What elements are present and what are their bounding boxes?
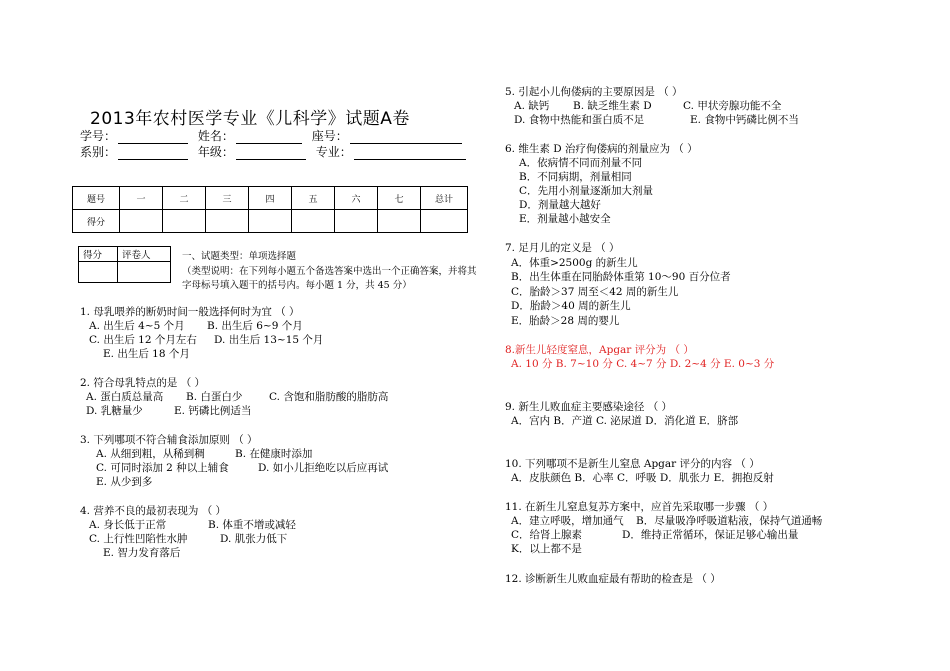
q6-option: A．依病情不同而剂量不同 [519, 157, 643, 169]
q8-options: A. 10 分 B. 7~10 分 C. 4~7 分 D. 2~4 分 E. 0~3 分 [511, 358, 775, 370]
q1-option-e: E. 出生后 18 个月 [103, 348, 190, 360]
q4-option-a: A. 身长低于正常 [89, 519, 167, 531]
score-cell[interactable] [163, 210, 206, 233]
question-6-stem: 6. 维生素 D 治疗佝偻病的剂量应为 （ ） [505, 143, 698, 155]
q1-option-a: A. 出生后 4~5 个月 [89, 320, 185, 332]
grade-label: 年级： [197, 145, 234, 159]
q3-option-e: E. 从少到多 [96, 476, 153, 488]
q11-option-b: B．尽量吸净呼吸道粘液，保持气道通畅 [636, 515, 823, 527]
grade-field[interactable] [236, 147, 306, 160]
header-fields-row-2 [80, 143, 472, 160]
q3-option-a: A. 从细到粗，从稀到稠 [96, 448, 205, 460]
score-row-label: 得分 [73, 210, 120, 233]
department-field[interactable] [118, 147, 188, 160]
page-title: 2013年农村医学专业《儿科学》试题A卷 [90, 109, 410, 129]
q1-option-c: C. 出生后 12 个月左右 [89, 334, 197, 346]
score-cell[interactable] [378, 210, 421, 233]
score-cell[interactable] [292, 210, 335, 233]
section-heading: 一、试题类型：单项选择题 [182, 251, 297, 262]
grader-name-cell[interactable] [118, 262, 171, 283]
score-header-cell: 七 [378, 187, 421, 210]
score-header-cell: 五 [292, 187, 335, 210]
question-2-stem: 2. 符合母乳特点的是 （ ） [80, 377, 206, 389]
q5-option-b: B. 缺乏维生素 D [573, 100, 652, 112]
q3-option-b: B. 在健康时添加 [235, 448, 313, 460]
grader-score-cell[interactable] [79, 262, 118, 283]
score-header-cell: 六 [335, 187, 378, 210]
score-cell[interactable] [421, 210, 468, 233]
question-5-stem: 5. 引起小儿佝偻病的主要原因是 （ ） [505, 86, 683, 98]
score-cell[interactable] [249, 210, 292, 233]
grader-score-label: 得分 [79, 247, 118, 262]
q4-option-c: C. 上行性凹陷性水肿 [89, 533, 188, 545]
q4-option-d: D. 肌张力低下 [220, 533, 288, 545]
question-1-stem: 1. 母乳喂养的断奶时间一般选择何时为宜 （ ） [80, 306, 300, 318]
score-header-cell: 总计 [421, 187, 468, 210]
score-header-cell: 题号 [73, 187, 120, 210]
student-id-label: 学号： [80, 129, 117, 143]
q5-option-d: D. 食物中热能和蛋白质不足 [514, 114, 645, 126]
q7-option: A．体重>2500g 的新生儿 [511, 257, 638, 269]
header-fields-row-1 [80, 127, 468, 144]
question-12-stem: 12. 诊断新生儿败血症最有帮助的检查是 （ ） [505, 573, 721, 585]
q1-option-d: D. 出生后 13~15 个月 [214, 334, 324, 346]
q7-option: C．胎龄＞37 周至＜42 周的新生儿 [511, 286, 679, 298]
major-label: 专业： [315, 145, 352, 159]
score-header-cell: 一 [120, 187, 163, 210]
q2-option-b: B. 白蛋白少 [186, 391, 243, 403]
question-7-stem: 7. 足月儿的定义是 （ ） [505, 242, 620, 254]
question-4-stem: 4. 营养不良的最初表现为 （ ） [80, 505, 227, 517]
q9-options: A．宫内 B．产道 C. 泌尿道 D．消化道 E．脐部 [511, 415, 739, 427]
question-11-stem: 11. 在新生儿窒息复苏方案中，应首先采取哪一步骤 （ ） [505, 501, 774, 513]
q3-option-c: C. 可同时添加 2 种以上辅食 [96, 462, 229, 474]
q6-option: C．先用小剂量逐渐加大剂量 [519, 185, 654, 197]
q7-option: B．出生体重在同胎龄体重第 10～90 百分位者 [511, 271, 731, 283]
score-cell[interactable] [120, 210, 163, 233]
q2-option-e: E. 钙磷比例适当 [174, 405, 252, 417]
grader-label: 评卷人 [118, 247, 171, 262]
q2-option-a: A. 蛋白质总量高 [86, 391, 164, 403]
name-label: 姓名： [197, 129, 234, 143]
grader-table [78, 246, 171, 283]
q11-option-d: D．维持正常循环，保证足够心输出量 [622, 529, 799, 541]
q4-option-e: E. 智力发育落后 [103, 547, 181, 559]
q6-option: B．不同病期，剂量相同 [519, 171, 632, 183]
q4-option-b: B. 体重不增或减轻 [208, 519, 296, 531]
q11-option-c: C．给肾上腺素 [511, 529, 583, 541]
department-label: 系别： [80, 145, 117, 159]
q5-option-a: A. 缺钙 [514, 100, 550, 112]
q11-option-a: A．建立呼吸，增加通气 [511, 515, 624, 527]
section-note-line-1: （类型说明：在下列每小题五个备选答案中选出一个正确答案，并将其 [182, 266, 477, 277]
score-header-cell: 二 [163, 187, 206, 210]
seat-label: 座号： [311, 129, 348, 143]
q7-option: E．胎龄＞28 周的婴儿 [511, 315, 620, 327]
q2-option-d: D. 乳糖量少 [86, 405, 143, 417]
q6-option: D．剂量越大越好 [519, 199, 601, 211]
question-9-stem: 9. 新生儿败血症主要感染途径 （ ） [505, 401, 673, 413]
score-header-cell: 四 [249, 187, 292, 210]
q1-option-b: B. 出生后 6~9 个月 [207, 320, 303, 332]
section-note-line-2: 字母标号填入题干的括号内。每小题 1 分，共 45 分） [182, 280, 412, 291]
question-8-stem: 8.新生儿轻度窒息，Apgar 评分为 （ ） [505, 344, 694, 356]
q2-option-c: C. 含饱和脂肪酸的脂肪高 [269, 391, 389, 403]
q6-option: E．剂量越小越安全 [519, 213, 611, 225]
score-cell[interactable] [206, 210, 249, 233]
score-cell[interactable] [335, 210, 378, 233]
q10-options: A．皮肤颜色 B．心率 C．呼吸 D．肌张力 E．拥抱反射 [511, 472, 774, 484]
question-3-stem: 3. 下列哪项不符合辅食添加原则 （ ） [80, 434, 258, 446]
q5-option-c: C. 甲状旁腺功能不全 [683, 100, 782, 112]
question-10-stem: 10. 下列哪项不是新生儿窒息 Apgar 评分的内容 （ ） [505, 458, 760, 470]
score-table-score-row [73, 210, 468, 233]
q11-option-k: K．以上都不是 [511, 543, 582, 555]
q5-option-e: E. 食物中钙磷比例不当 [690, 114, 799, 126]
q7-option: D．胎龄＞40 周的新生儿 [511, 300, 631, 312]
score-header-cell: 三 [206, 187, 249, 210]
major-field[interactable] [354, 147, 466, 160]
q3-option-d: D. 如小儿拒绝吃以后应再试 [258, 462, 389, 474]
score-table [72, 186, 468, 233]
score-table-header-row [73, 187, 468, 210]
